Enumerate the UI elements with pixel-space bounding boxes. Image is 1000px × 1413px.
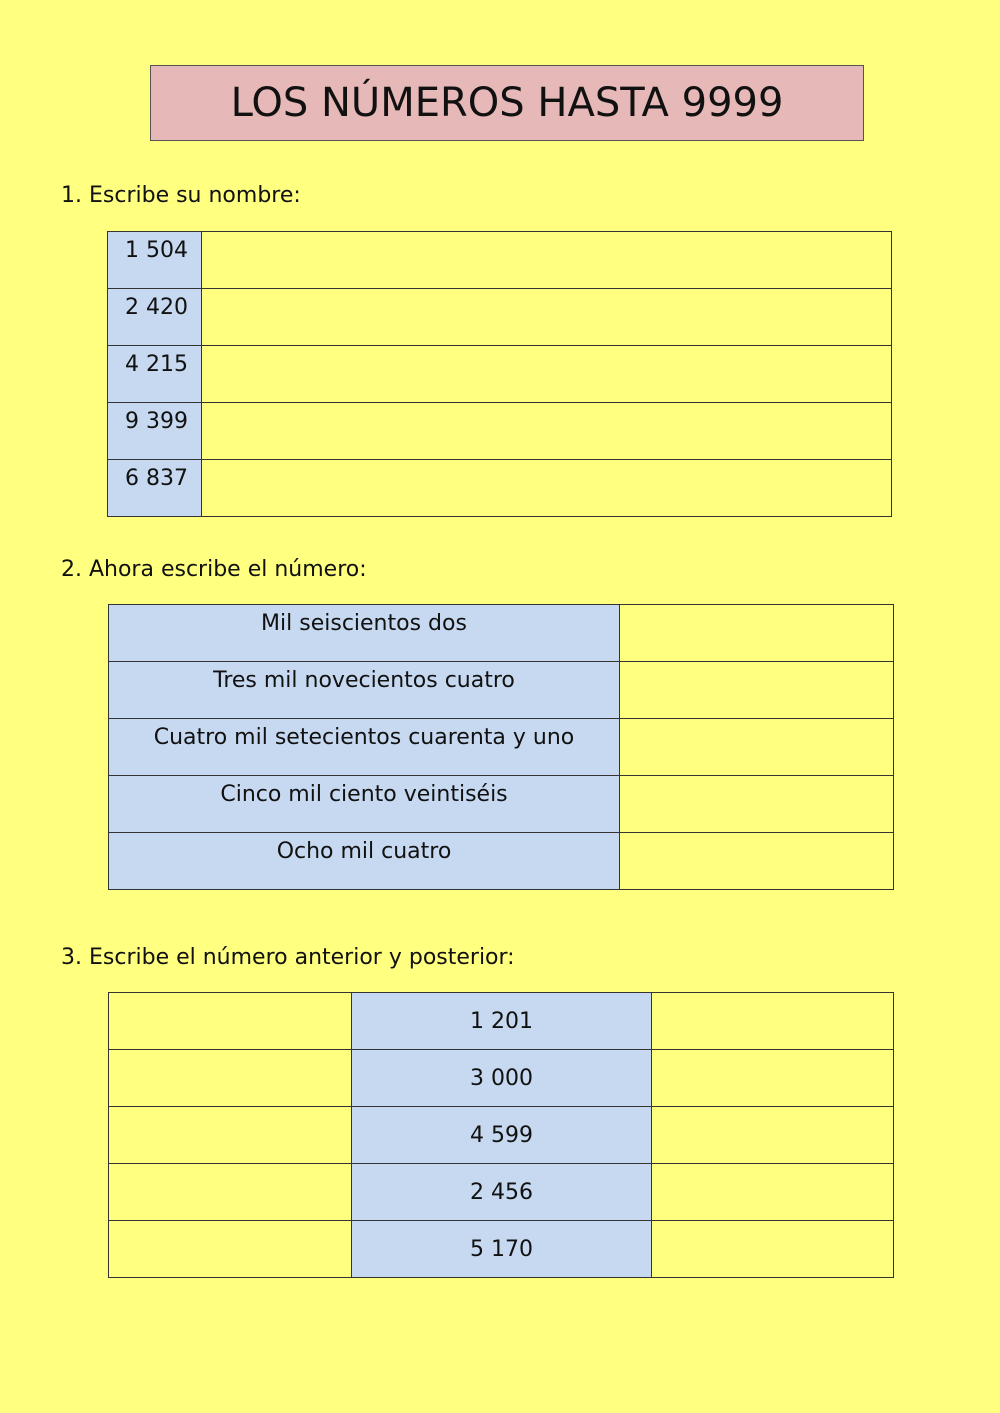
previous-answer-cell[interactable] xyxy=(109,1050,352,1107)
next-answer-cell[interactable] xyxy=(652,993,894,1050)
next-answer-cell[interactable] xyxy=(652,1221,894,1278)
table-row xyxy=(109,662,894,719)
previous-answer-cell[interactable] xyxy=(109,993,352,1050)
answer-cell[interactable] xyxy=(620,662,894,719)
page-title-text: LOS NÚMEROS HASTA 9999 xyxy=(230,80,784,126)
previous-answer-cell[interactable] xyxy=(109,1107,352,1164)
words-cell: Ocho mil cuatro xyxy=(109,833,620,890)
table-row xyxy=(109,1107,894,1164)
previous-answer-cell[interactable] xyxy=(109,1164,352,1221)
number-cell: 9 399 xyxy=(108,403,202,460)
table-row xyxy=(109,776,894,833)
table-row xyxy=(108,232,892,289)
answer-cell[interactable] xyxy=(202,289,892,346)
table-row xyxy=(108,403,892,460)
page-title xyxy=(150,65,864,141)
table-row xyxy=(109,1164,894,1221)
table-row xyxy=(109,719,894,776)
table-row xyxy=(109,1050,894,1107)
answer-cell[interactable] xyxy=(620,776,894,833)
answer-cell[interactable] xyxy=(202,460,892,517)
previous-answer-cell[interactable] xyxy=(109,1221,352,1278)
number-cell: 1 201 xyxy=(352,993,652,1050)
section2-heading: 2. Ahora escribe el número: xyxy=(61,557,367,582)
number-cell: 4 599 xyxy=(352,1107,652,1164)
number-cell: 1 504 xyxy=(108,232,202,289)
table-row xyxy=(109,1221,894,1278)
section3-heading: 3. Escribe el número anterior y posterior: xyxy=(61,945,515,970)
answer-cell[interactable] xyxy=(620,719,894,776)
next-answer-cell[interactable] xyxy=(652,1164,894,1221)
previous-next-table xyxy=(108,992,894,1278)
number-cell: 5 170 xyxy=(352,1221,652,1278)
number-cell: 3 000 xyxy=(352,1050,652,1107)
number-cell: 2 456 xyxy=(352,1164,652,1221)
words-cell: Cinco mil ciento veintiséis xyxy=(109,776,620,833)
table-row xyxy=(109,993,894,1050)
answer-cell[interactable] xyxy=(202,232,892,289)
table-row xyxy=(108,346,892,403)
number-cell: 4 215 xyxy=(108,346,202,403)
answer-cell[interactable] xyxy=(202,346,892,403)
table-row xyxy=(108,460,892,517)
table-row xyxy=(108,289,892,346)
number-cell: 2 420 xyxy=(108,289,202,346)
answer-cell[interactable] xyxy=(620,833,894,890)
table-row xyxy=(109,833,894,890)
answer-cell[interactable] xyxy=(620,605,894,662)
next-answer-cell[interactable] xyxy=(652,1050,894,1107)
answer-cell[interactable] xyxy=(202,403,892,460)
section1-heading: 1. Escribe su nombre: xyxy=(61,183,301,208)
words-to-number-table xyxy=(108,604,894,890)
number-cell: 6 837 xyxy=(108,460,202,517)
words-cell: Tres mil novecientos cuatro xyxy=(109,662,620,719)
table-row xyxy=(109,605,894,662)
words-cell: Mil seiscientos dos xyxy=(109,605,620,662)
number-to-words-table xyxy=(107,231,892,517)
next-answer-cell[interactable] xyxy=(652,1107,894,1164)
words-cell: Cuatro mil setecientos cuarenta y uno xyxy=(109,719,620,776)
